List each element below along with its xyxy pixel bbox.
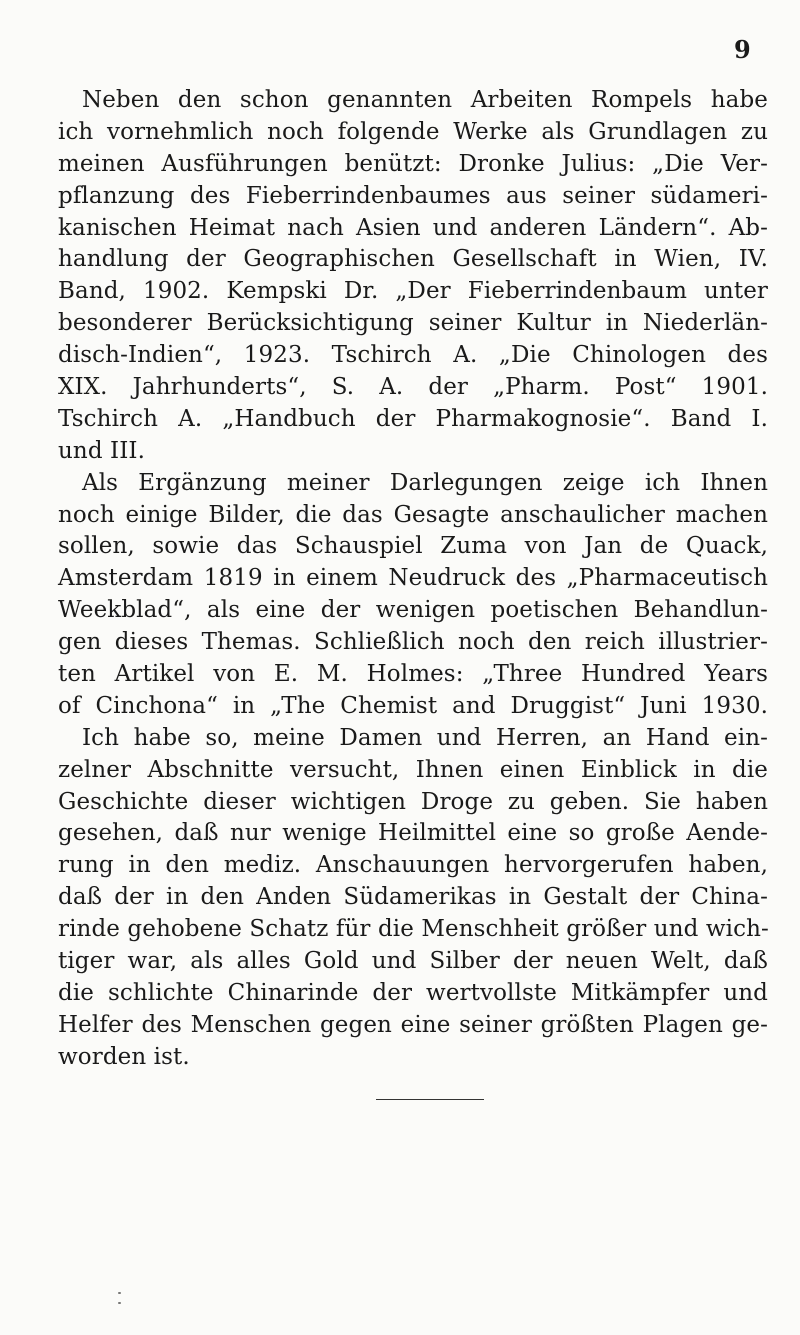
text-line: zelner Abschnitte versucht, Ihnen einen Einblick in die — [58, 756, 768, 783]
text-line: worden ist. — [58, 1043, 190, 1070]
text-line: ich vornehmlich noch folgende Werke als Grundlagen zu — [58, 118, 768, 145]
text-line: Neben den schon genannten Arbeiten Rompels habe — [82, 87, 768, 113]
text-line: pflanzung des Fieberrindenbaumes aus seiner südameri- — [58, 182, 768, 209]
text-line: Helfer des Menschen gegen eine seiner größten Plagen ge- — [58, 1011, 768, 1038]
text-line: handlung der Geographischen Gesellschaft in Wien, IV. — [58, 246, 768, 273]
text-line: Band, 1902. Kempski Dr. „Der Fieberrindenbaum unter — [58, 278, 768, 305]
text-line: und III. — [58, 437, 146, 464]
text-line: gen dieses Themas. Schließlich noch den reich illustrier- — [58, 629, 768, 656]
text-line: daß der in den Anden Südamerikas in Gestalt der China- — [58, 884, 768, 911]
text-line: besonderer Berücksichtigung seiner Kultur in Niederlän- — [58, 310, 768, 337]
text-line: Geschichte dieser wichtigen Droge zu geben. Sie haben — [58, 788, 768, 815]
text-line: rinde gehobene Schatz für die Menschheit größer und wich- — [58, 916, 769, 943]
text-line: kanischen Heimat nach Asien und anderen Ländern“. Ab- — [58, 214, 768, 241]
text-line: Als Ergänzung meiner Darlegungen zeige ich Ihnen — [82, 469, 768, 496]
section-divider — [376, 1099, 484, 1100]
text-line: disch-Indien“, 1923. Tschirch A. „Die Chinologen des — [58, 342, 768, 369]
text-line: noch einige Bilder, die das Gesagte anschaulicher machen — [58, 501, 768, 528]
text-line: gesehen, daß nur wenige Heilmittel eine so große Aende- — [58, 820, 768, 847]
body-text — [58, 85, 768, 1074]
print-speck — [118, 1302, 121, 1304]
page-number: 9 — [734, 35, 751, 64]
text-line: XIX. Jahrhunderts“, S. A. der „Pharm. Post“ 1901. — [58, 374, 768, 401]
text-line: rung in den mediz. Anschauungen hervorgerufen haben, — [58, 852, 768, 879]
text-line: Ich habe so, meine Damen und Herren, an Hand ein- — [82, 724, 768, 751]
text-line: die schlichte Chinarinde der wertvollste Mitkämpfer und — [58, 979, 768, 1006]
text-line: meinen Ausführungen benützt: Dronke Julius: „Die Ver- — [58, 150, 768, 177]
text-line: tiger war, als alles Gold und Silber der neuen Welt, daß — [58, 948, 768, 975]
text-line: sollen, sowie das Schauspiel Zuma von Jan de Quack, — [58, 533, 768, 560]
text-line: Amsterdam 1819 in einem Neudruck des „Pharmaceutisch — [58, 565, 768, 592]
print-speck — [118, 1292, 121, 1294]
text-line: Tschirch A. „Handbuch der Pharmakognosie“. Band I. — [58, 405, 768, 432]
text-line: Weekblad“, als eine der wenigen poetischen Behandlun- — [58, 597, 768, 624]
text-line: of Cinchona“ in „The Chemist and Druggist“ Juni 1930. — [58, 692, 768, 719]
text-line: ten Artikel von E. M. Holmes: „Three Hundred Years — [58, 661, 768, 688]
